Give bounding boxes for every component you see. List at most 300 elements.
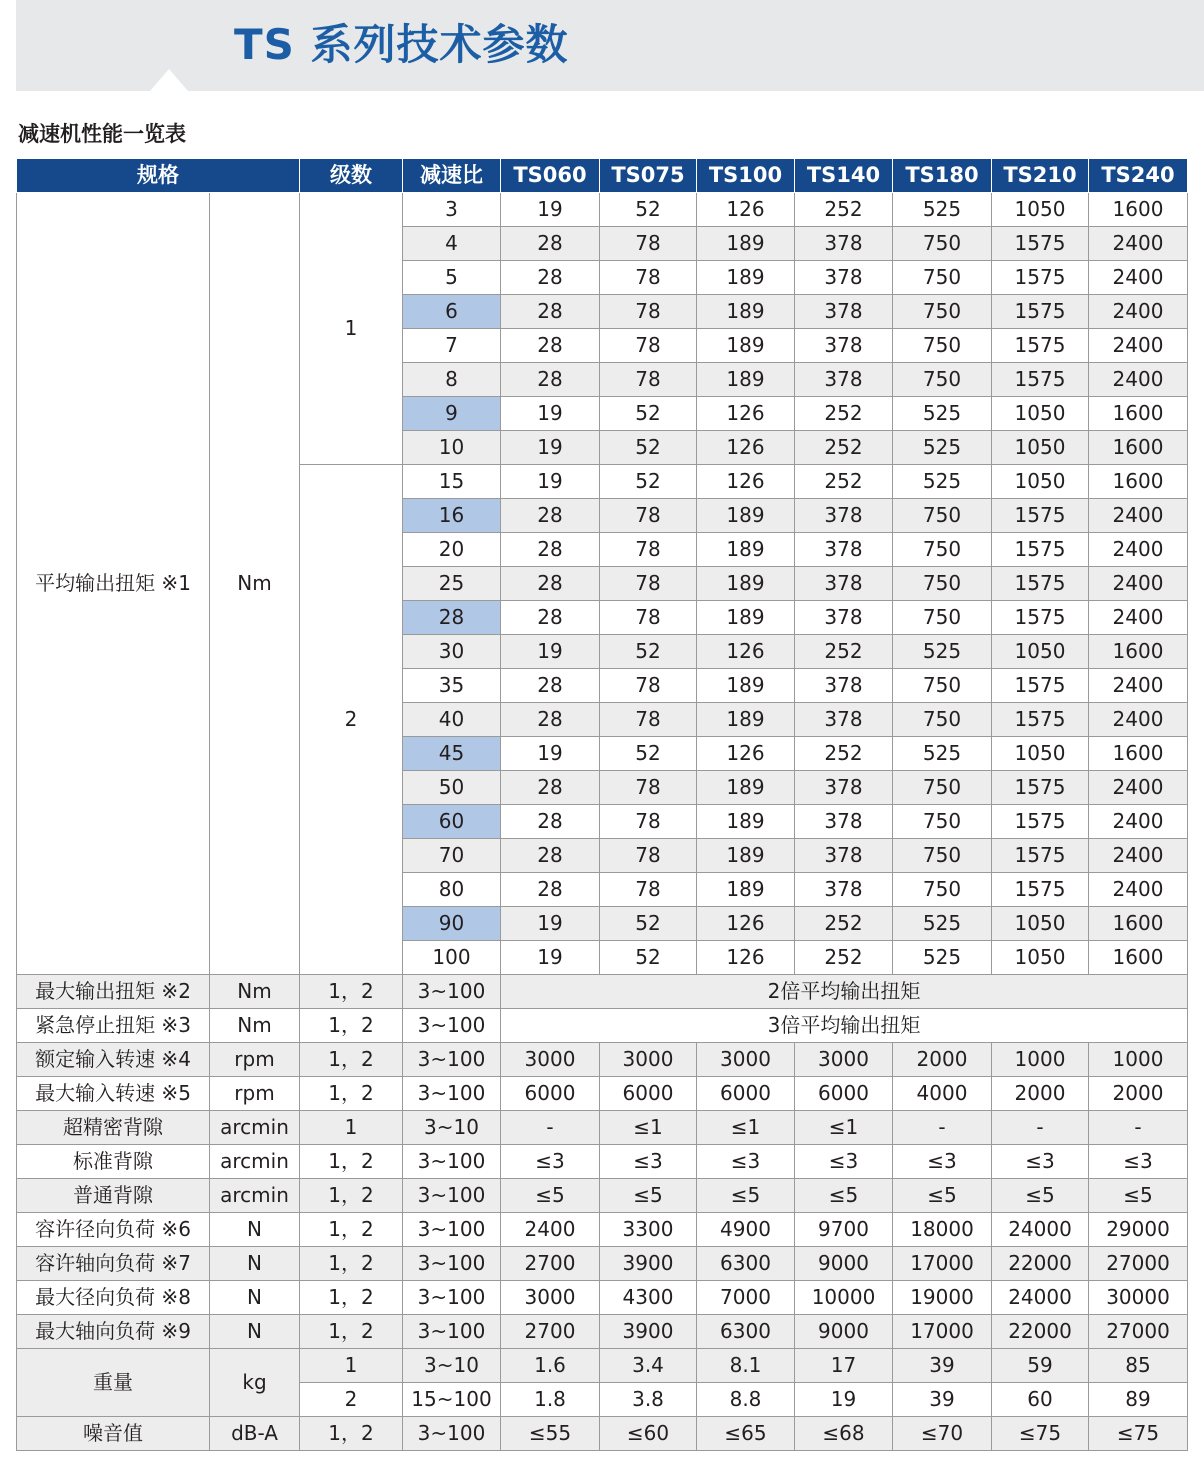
value-cell: 189 [697, 261, 795, 295]
spec-label: 容许轴向负荷 ※7 [17, 1247, 210, 1281]
ratio-cell: 3~10 [403, 1349, 501, 1383]
ratio-cell: 100 [403, 941, 501, 975]
stage-cell: 1，2 [300, 975, 403, 1009]
value-cell: 1575 [992, 499, 1089, 533]
value-cell: 189 [697, 227, 795, 261]
table-row [17, 1009, 1188, 1043]
value-cell: ≤5 [501, 1179, 600, 1213]
spec-label: 普通背隙 [17, 1179, 210, 1213]
value-cell: 18000 [893, 1213, 992, 1247]
header-model: TS140 [795, 159, 893, 193]
value-cell: 19 [501, 941, 600, 975]
value-cell: ≤3 [501, 1145, 600, 1179]
value-cell: 252 [795, 193, 893, 227]
table-row [17, 1111, 1188, 1145]
value-cell: 1575 [992, 669, 1089, 703]
spec-unit: N [210, 1247, 300, 1281]
value-cell: 4000 [893, 1077, 992, 1111]
value-cell: ≤5 [1089, 1179, 1188, 1213]
value-cell: 126 [697, 431, 795, 465]
value-cell: 3300 [600, 1213, 697, 1247]
value-cell: ≤65 [697, 1417, 795, 1451]
stage-cell: 1 [300, 1349, 403, 1383]
value-cell: 750 [893, 601, 992, 635]
value-cell: 750 [893, 771, 992, 805]
value-cell: 1050 [992, 465, 1089, 499]
spec-unit: N [210, 1281, 300, 1315]
value-cell: 6000 [697, 1077, 795, 1111]
value-cell: 28 [501, 261, 600, 295]
ratio-cell: 10 [403, 431, 501, 465]
value-cell: 750 [893, 873, 992, 907]
ratio-cell: 3~100 [403, 1213, 501, 1247]
ratio-cell: 3~100 [403, 1179, 501, 1213]
value-cell: 2400 [1089, 329, 1188, 363]
value-cell: 10000 [795, 1281, 893, 1315]
ratio-cell: 3~100 [403, 1417, 501, 1451]
value-cell: 39 [893, 1349, 992, 1383]
value-cell: 750 [893, 227, 992, 261]
value-cell: 3000 [600, 1043, 697, 1077]
value-cell: 3.4 [600, 1349, 697, 1383]
value-cell: 19 [501, 737, 600, 771]
value-cell: 8.8 [697, 1383, 795, 1417]
stage-cell: 2 [300, 1383, 403, 1417]
ratio-cell: 15~100 [403, 1383, 501, 1417]
stage-cell: 1 [300, 1111, 403, 1145]
value-cell: 378 [795, 873, 893, 907]
value-cell: 189 [697, 533, 795, 567]
ratio-cell: 25 [403, 567, 501, 601]
value-cell: 1600 [1089, 907, 1188, 941]
value-cell: 2400 [1089, 669, 1188, 703]
spec-unit: N [210, 1315, 300, 1349]
value-cell: 2400 [1089, 363, 1188, 397]
value-cell: 22000 [992, 1315, 1089, 1349]
value-cell: ≤3 [697, 1145, 795, 1179]
value-cell: 525 [893, 737, 992, 771]
value-cell: 126 [697, 465, 795, 499]
value-cell: 3900 [600, 1315, 697, 1349]
value-cell: 252 [795, 737, 893, 771]
value-cell: 126 [697, 635, 795, 669]
value-cell: ≤5 [795, 1179, 893, 1213]
value-cell: 2400 [1089, 499, 1188, 533]
spec-unit: dB-A [210, 1417, 300, 1451]
value-cell: 1050 [992, 737, 1089, 771]
value-cell: 78 [600, 771, 697, 805]
ratio-cell: 6 [403, 295, 501, 329]
header-model: TS075 [600, 159, 697, 193]
table-row [17, 1179, 1188, 1213]
value-cell: 378 [795, 805, 893, 839]
header-ratio: 减速比 [403, 159, 501, 193]
ratio-cell: 3~100 [403, 1281, 501, 1315]
value-cell: 1050 [992, 431, 1089, 465]
value-cell: 378 [795, 227, 893, 261]
value-cell: 78 [600, 873, 697, 907]
spec-unit: Nm [210, 975, 300, 1009]
stage-cell: 1，2 [300, 1077, 403, 1111]
value-cell: 39 [893, 1383, 992, 1417]
stage-cell: 2 [300, 465, 403, 975]
table-header-row [17, 159, 1188, 193]
ratio-cell: 15 [403, 465, 501, 499]
value-cell: 189 [697, 805, 795, 839]
value-cell: 28 [501, 295, 600, 329]
value-cell: 9000 [795, 1315, 893, 1349]
value-cell: 3.8 [600, 1383, 697, 1417]
value-cell: 126 [697, 941, 795, 975]
value-cell: 1.6 [501, 1349, 600, 1383]
value-cell: 2700 [501, 1247, 600, 1281]
value-cell: 1050 [992, 907, 1089, 941]
value-cell: ≤75 [1089, 1417, 1188, 1451]
ratio-cell: 45 [403, 737, 501, 771]
value-cell: 89 [1089, 1383, 1188, 1417]
value-cell: 750 [893, 261, 992, 295]
value-cell: 4300 [600, 1281, 697, 1315]
value-cell: 6300 [697, 1315, 795, 1349]
value-cell: 52 [600, 465, 697, 499]
value-cell: 1050 [992, 635, 1089, 669]
value-cell: 52 [600, 431, 697, 465]
value-cell: 1575 [992, 601, 1089, 635]
value-cell: 9000 [795, 1247, 893, 1281]
stage-cell: 1，2 [300, 1247, 403, 1281]
spec-unit: arcmin [210, 1111, 300, 1145]
value-cell: 252 [795, 397, 893, 431]
value-cell: 2400 [1089, 601, 1188, 635]
value-cell: 1600 [1089, 635, 1188, 669]
value-cell: 2400 [1089, 703, 1188, 737]
value-cell: 189 [697, 329, 795, 363]
value-cell: 3000 [501, 1043, 600, 1077]
value-cell: 378 [795, 499, 893, 533]
value-cell: 2700 [501, 1315, 600, 1349]
value-cell: 1000 [1089, 1043, 1188, 1077]
value-cell: ≤3 [795, 1145, 893, 1179]
value-cell: 24000 [992, 1281, 1089, 1315]
value-cell: 28 [501, 329, 600, 363]
value-cell: 19 [501, 635, 600, 669]
value-cell: 28 [501, 499, 600, 533]
ratio-cell: 50 [403, 771, 501, 805]
value-cell: 1575 [992, 295, 1089, 329]
value-cell: 2000 [992, 1077, 1089, 1111]
value-cell: ≤5 [600, 1179, 697, 1213]
spec-table [16, 158, 1188, 1451]
table-row [17, 193, 1188, 227]
value-cell: 750 [893, 669, 992, 703]
header-stage: 级数 [300, 159, 403, 193]
ratio-cell: 3 [403, 193, 501, 227]
value-cell: 17000 [893, 1315, 992, 1349]
value-cell: 1600 [1089, 737, 1188, 771]
spec-unit: rpm [210, 1043, 300, 1077]
header-model: TS060 [501, 159, 600, 193]
value-cell: 78 [600, 601, 697, 635]
table-row [17, 1043, 1188, 1077]
table-subtitle: 减速机性能一览表 [18, 122, 186, 146]
value-cell: 189 [697, 567, 795, 601]
value-cell: 2400 [1089, 227, 1188, 261]
value-cell: 126 [697, 737, 795, 771]
value-cell: 28 [501, 363, 600, 397]
value-cell: 78 [600, 703, 697, 737]
value-cell: ≤3 [1089, 1145, 1188, 1179]
value-cell: ≤3 [893, 1145, 992, 1179]
ratio-cell: 3~100 [403, 1077, 501, 1111]
value-cell: 52 [600, 397, 697, 431]
value-cell: 1.8 [501, 1383, 600, 1417]
value-cell: 750 [893, 805, 992, 839]
header-model: TS240 [1089, 159, 1188, 193]
ratio-cell: 3~100 [403, 1315, 501, 1349]
value-cell: 2400 [1089, 567, 1188, 601]
value-cell: 378 [795, 839, 893, 873]
value-cell: 750 [893, 839, 992, 873]
value-cell: 750 [893, 295, 992, 329]
ratio-cell: 80 [403, 873, 501, 907]
value-cell: 378 [795, 261, 893, 295]
value-cell: 126 [697, 907, 795, 941]
value-cell: 252 [795, 941, 893, 975]
value-cell: ≤3 [600, 1145, 697, 1179]
ratio-cell: 35 [403, 669, 501, 703]
value-cell: 78 [600, 839, 697, 873]
value-cell: 78 [600, 669, 697, 703]
value-cell: 1575 [992, 227, 1089, 261]
value-cell: 52 [600, 635, 697, 669]
spec-label: 最大输入转速 ※5 [17, 1077, 210, 1111]
value-cell: 378 [795, 533, 893, 567]
table-row [17, 1417, 1188, 1451]
spec-label: 容许径向负荷 ※6 [17, 1213, 210, 1247]
value-cell: - [893, 1111, 992, 1145]
spec-label: 标准背隙 [17, 1145, 210, 1179]
value-cell: 1575 [992, 703, 1089, 737]
value-cell: 6000 [501, 1077, 600, 1111]
value-cell: 189 [697, 295, 795, 329]
title-banner [16, 0, 1204, 91]
value-cell: ≤55 [501, 1417, 600, 1451]
value-cell: ≤60 [600, 1417, 697, 1451]
value-cell: 2400 [1089, 873, 1188, 907]
value-cell: 78 [600, 363, 697, 397]
value-cell: 1600 [1089, 193, 1188, 227]
ratio-cell: 70 [403, 839, 501, 873]
ratio-cell: 40 [403, 703, 501, 737]
value-cell: 27000 [1089, 1315, 1188, 1349]
spec-label: 噪音值 [17, 1417, 210, 1451]
value-cell: 3000 [795, 1043, 893, 1077]
value-cell: 750 [893, 329, 992, 363]
value-cell: 28 [501, 669, 600, 703]
value-cell: ≤1 [795, 1111, 893, 1145]
value-cell: 2400 [1089, 805, 1188, 839]
header-model: TS100 [697, 159, 795, 193]
table-row [17, 1281, 1188, 1315]
value-cell: 189 [697, 873, 795, 907]
value-cell: 7000 [697, 1281, 795, 1315]
value-cell: ≤75 [992, 1417, 1089, 1451]
value-cell: 525 [893, 635, 992, 669]
value-cell: 750 [893, 703, 992, 737]
value-cell: 252 [795, 431, 893, 465]
stage-cell: 1，2 [300, 1213, 403, 1247]
value-cell: 378 [795, 703, 893, 737]
value-cell: 1600 [1089, 431, 1188, 465]
ratio-cell: 60 [403, 805, 501, 839]
value-cell: 52 [600, 941, 697, 975]
value-cell: 6000 [795, 1077, 893, 1111]
value-cell: ≤5 [697, 1179, 795, 1213]
value-cell: 1050 [992, 941, 1089, 975]
ratio-cell: 3~100 [403, 975, 501, 1009]
value-cell: 28 [501, 703, 600, 737]
spec-label: 最大输出扭矩 ※2 [17, 975, 210, 1009]
ratio-cell: 3~100 [403, 1145, 501, 1179]
value-cell: 52 [600, 907, 697, 941]
table-row [17, 1213, 1188, 1247]
banner-notch [150, 69, 188, 91]
value-cell: 19 [501, 431, 600, 465]
value-cell: - [992, 1111, 1089, 1145]
value-cell: 1600 [1089, 941, 1188, 975]
value-cell: 525 [893, 941, 992, 975]
value-cell: 378 [795, 601, 893, 635]
value-cell: 378 [795, 295, 893, 329]
value-cell: 1575 [992, 771, 1089, 805]
value-cell: 28 [501, 227, 600, 261]
value-cell: 28 [501, 533, 600, 567]
value-cell: ≤5 [992, 1179, 1089, 1213]
value-cell: 6000 [600, 1077, 697, 1111]
value-cell: 1575 [992, 261, 1089, 295]
value-cell: 24000 [992, 1213, 1089, 1247]
spec-label: 平均输出扭矩 ※1 [17, 193, 210, 975]
value-cell: 59 [992, 1349, 1089, 1383]
value-cell: 252 [795, 635, 893, 669]
value-cell: 1575 [992, 805, 1089, 839]
ratio-cell: 30 [403, 635, 501, 669]
value-cell: 28 [501, 567, 600, 601]
value-cell: 189 [697, 839, 795, 873]
value-cell: 189 [697, 499, 795, 533]
value-cell: 378 [795, 567, 893, 601]
stage-cell: 1，2 [300, 1417, 403, 1451]
merged-value-cell: 3倍平均输出扭矩 [501, 1009, 1188, 1043]
value-cell: 378 [795, 669, 893, 703]
ratio-cell: 5 [403, 261, 501, 295]
table-body [17, 193, 1188, 1451]
value-cell: 28 [501, 873, 600, 907]
value-cell: 2400 [1089, 261, 1188, 295]
value-cell: 52 [600, 737, 697, 771]
value-cell: 27000 [1089, 1247, 1188, 1281]
value-cell: ≤70 [893, 1417, 992, 1451]
value-cell: ≤1 [697, 1111, 795, 1145]
value-cell: 30000 [1089, 1281, 1188, 1315]
stage-cell: 1 [300, 193, 403, 465]
value-cell: - [501, 1111, 600, 1145]
spec-unit: kg [210, 1349, 300, 1417]
value-cell: 52 [600, 193, 697, 227]
value-cell: 22000 [992, 1247, 1089, 1281]
spec-unit: Nm [210, 1009, 300, 1043]
stage-cell: 1，2 [300, 1281, 403, 1315]
header-spec: 规格 [17, 159, 300, 193]
value-cell: 525 [893, 431, 992, 465]
value-cell: 29000 [1089, 1213, 1188, 1247]
value-cell: 85 [1089, 1349, 1188, 1383]
value-cell: 189 [697, 771, 795, 805]
value-cell: 78 [600, 227, 697, 261]
value-cell: 28 [501, 601, 600, 635]
value-cell: 8.1 [697, 1349, 795, 1383]
value-cell: 2400 [501, 1213, 600, 1247]
ratio-cell: 3~10 [403, 1111, 501, 1145]
value-cell: 1000 [992, 1043, 1089, 1077]
value-cell: 78 [600, 261, 697, 295]
spec-label: 额定输入转速 ※4 [17, 1043, 210, 1077]
spec-label: 最大径向负荷 ※8 [17, 1281, 210, 1315]
value-cell: 750 [893, 567, 992, 601]
value-cell: 525 [893, 397, 992, 431]
value-cell: 19 [501, 465, 600, 499]
spec-label: 最大轴向负荷 ※9 [17, 1315, 210, 1349]
ratio-cell: 28 [403, 601, 501, 635]
value-cell: 78 [600, 533, 697, 567]
value-cell: 525 [893, 193, 992, 227]
spec-label: 超精密背隙 [17, 1111, 210, 1145]
value-cell: 17 [795, 1349, 893, 1383]
value-cell: 1575 [992, 533, 1089, 567]
value-cell: 2000 [893, 1043, 992, 1077]
spec-unit: arcmin [210, 1145, 300, 1179]
value-cell: 2400 [1089, 295, 1188, 329]
header-model: TS210 [992, 159, 1089, 193]
value-cell: 2400 [1089, 839, 1188, 873]
value-cell: 78 [600, 295, 697, 329]
value-cell: 1600 [1089, 465, 1188, 499]
spec-unit: N [210, 1213, 300, 1247]
merged-value-cell: 2倍平均输出扭矩 [501, 975, 1188, 1009]
value-cell: 19 [501, 397, 600, 431]
value-cell: 189 [697, 601, 795, 635]
table-row [17, 975, 1188, 1009]
ratio-cell: 3~100 [403, 1009, 501, 1043]
value-cell: 1575 [992, 329, 1089, 363]
value-cell: 17000 [893, 1247, 992, 1281]
value-cell: 1050 [992, 397, 1089, 431]
value-cell: 60 [992, 1383, 1089, 1417]
stage-cell: 1，2 [300, 1145, 403, 1179]
stage-cell: 1，2 [300, 1179, 403, 1213]
value-cell: 1575 [992, 839, 1089, 873]
ratio-cell: 3~100 [403, 1043, 501, 1077]
value-cell: 78 [600, 805, 697, 839]
value-cell: 28 [501, 839, 600, 873]
value-cell: ≤68 [795, 1417, 893, 1451]
spec-label: 紧急停止扭矩 ※3 [17, 1009, 210, 1043]
value-cell: 3000 [501, 1281, 600, 1315]
page-title: TS 系列技术参数 [234, 20, 569, 69]
value-cell: 19 [795, 1383, 893, 1417]
table-row [17, 1145, 1188, 1179]
value-cell: 189 [697, 363, 795, 397]
